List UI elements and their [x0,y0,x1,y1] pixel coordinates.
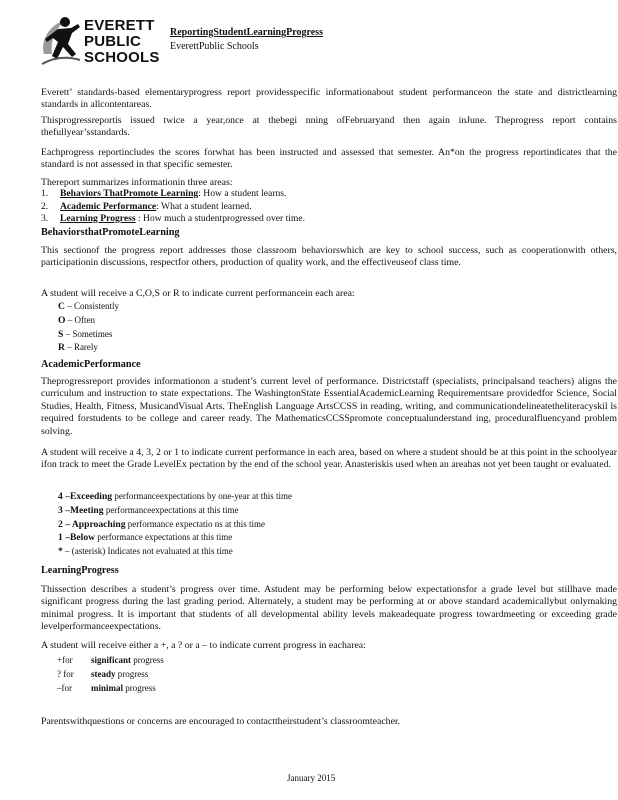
area-label: Academic Performance [60,201,157,212]
area-item-2 [41,201,252,213]
progress-levels [57,654,164,695]
area-item-3 [41,213,305,225]
runner-figure-icon [38,14,84,72]
behavior-levels [58,300,119,355]
behaviors-paragraph-2: A student will receive a C,O,S or R to indicate current performancein each area: [41,288,355,299]
behavior-level-item: R – Rarely [58,342,98,354]
area-label: Learning Progress [60,213,136,224]
academic-levels [58,490,292,559]
behavior-level-item: C – Consistently [58,301,119,312]
academic-level-item: 1 –Below performance expectations at this time [58,532,233,544]
area-description: : How much a studentprogressed over time. [135,213,306,224]
area-item-1 [41,188,286,200]
progress-level-item: ? for steady progress [57,668,149,679]
logo-line-2: PUBLIC [84,33,142,50]
academic-level-item: 3 –Meeting performanceexpectations at this time [58,504,239,516]
closing-statement: Parentswithquestions or concerns are encouraged to contacttheirstudent’s classroomteacher. [41,716,401,727]
behavior-level-item: S – Sometimes [58,328,113,340]
progress-paragraph-1: Thissection describes a student’s progress over time. Astudent may be performing below expectationsfor a grade level but stillhave made significant progress during the last grading period. Alternately, a student may be performing at or above standard academicallybut onlymaking minimal progress. It is important that students of all developmental ability levels makeadequate progress towardmeeting or exceeding grade levelperformanceexpectations. [41,584,617,633]
progress-heading: LearningProgress [41,565,119,576]
behavior-level-item: O – Often [58,314,95,326]
footer-date: January 2015 [287,773,336,783]
academic-heading: AcademicPerformance [41,359,141,370]
area-number: 2. [41,201,49,212]
intro-paragraph-3: Eachprogress reportincludes the scores forwhat has been instructed and assessed that semester. An*on the progress reportindicates that the standard is not assessed in that specific semester. [41,147,617,171]
progress-paragraph-2: A student will receive either a +, a ? or a – to indicate current progress in eacharea: [41,640,366,651]
summary-intro: Thereport summarizes informationin three areas: [41,177,233,188]
area-number: 1. [41,188,49,199]
area-number: 3. [41,213,49,224]
area-description: : What a student learned. [156,201,252,212]
logo-line-3: SCHOOLS [84,49,160,66]
progress-level-item: –for minimal progress [57,682,156,693]
progress-level-item: +for significant progress [57,655,164,665]
behaviors-paragraph-1: This sectionof the progress report addresses those classroom behaviorswhich are key to school success, such as cooperationwith others, participationin discussions, respectfor others, production of quality work, and the effectiveuseof class time. [41,245,617,269]
logo-line-1: EVERETT [84,17,155,34]
area-label: Behaviors ThatPromote Learning [60,188,199,199]
academic-level-item: * – (asterisk) Indicates not evaluated at this time [58,546,233,558]
intro-paragraph-1: Everett’ standards-based elementaryprogress report providesspecific informationabout student performanceon the state and districtlearning standards in allcontentareas. [41,87,617,111]
district-logo [38,12,166,74]
area-description: : How a student learns. [198,188,287,199]
document-subtitle: EverettPublic Schools [170,41,259,52]
behaviors-heading: BehaviorsthatPromoteLearning [41,227,180,238]
academic-level-item: 4 –Exceeding performanceexpectations by one-year at this time [58,491,293,502]
academic-level-item: 2 – Approaching performance expectatio ns at this time [58,518,265,530]
intro-paragraph-2: Thisprogressreportis issued twice a year,once at thebegi nning ofFebruaryand then again inJune. Theprogress report contains thefullyear’sstandards. [41,115,617,139]
academic-paragraph-2: A student will receive a 4, 3, 2 or 1 to indicate current performance in each area, based on where a student should be at this point in the schoolyear ifon track to meet the Grade LevelEx pectation by the end of the school year. Anasteriskis used when an areahas not yet been taught or evaluated. [41,447,617,471]
academic-paragraph-1: Theprogressreport provides informationon a student’s current level of performance. Districtstaff (specialists, principalsand teachers) aligns the curriculum and instruction to state expectations. The WashingtonState EssentialAcademicLearning Requirementsare providedfor Science, Social Studies, Health, Fitness, MusicandVisual Arts. TheEnglish Language ArtsCCSS in reading, writing, and communicationdelineatetheliteracyskil ls required forstudents to be college and career ready. The MathematicsCCSSpromote conceptualunderstand ing, proceduralfluencyand problem solving. [41,376,617,437]
document-title: ReportingStudentLearningProgress [170,27,323,38]
